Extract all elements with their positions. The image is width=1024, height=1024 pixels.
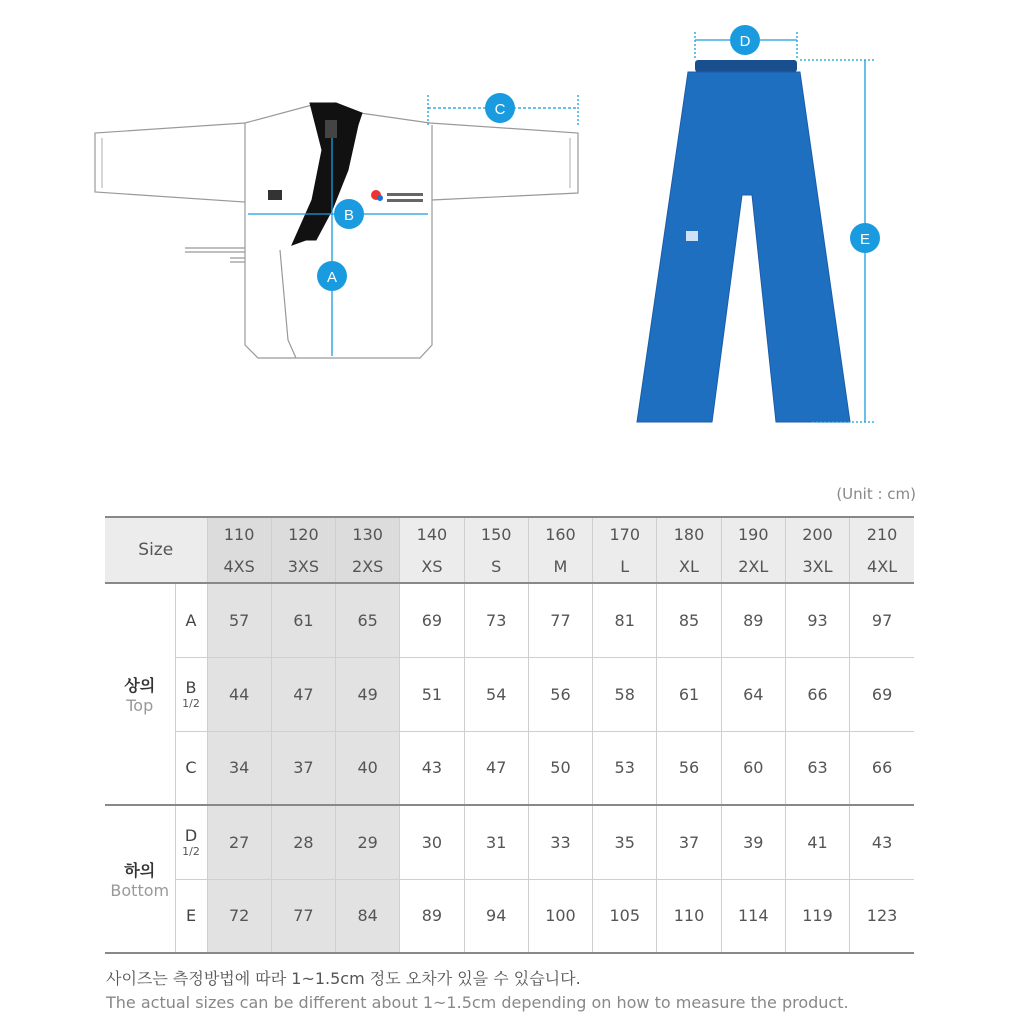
unit-label: (Unit : cm) (836, 485, 916, 503)
table-cell: 30 (400, 805, 464, 879)
svg-text:E: E (859, 231, 871, 248)
table-cell: 110 (657, 879, 721, 953)
table-cell: 37 (271, 731, 335, 805)
header-size-number: 150 (464, 517, 528, 550)
table-cell: 43 (850, 805, 914, 879)
header-size-number: 170 (593, 517, 657, 550)
table-row (105, 657, 914, 731)
table-cell: 114 (721, 879, 785, 953)
table-cell: 56 (657, 731, 721, 805)
table-cell: 39 (721, 805, 785, 879)
table-row (105, 731, 914, 805)
header-size-number: 130 (336, 517, 400, 550)
table-cell: 105 (593, 879, 657, 953)
table-cell: 34 (207, 731, 271, 805)
table-cell: 119 (785, 879, 849, 953)
group-top (105, 583, 175, 805)
header-size-number: 160 (528, 517, 592, 550)
svg-text:D: D (739, 33, 751, 50)
header-row-numbers (105, 517, 914, 550)
table-cell: 47 (271, 657, 335, 731)
table-cell: 77 (528, 583, 592, 657)
table-cell: 81 (593, 583, 657, 657)
table-cell: 97 (850, 583, 914, 657)
table-cell: 64 (721, 657, 785, 731)
header-size-number: 110 (207, 517, 271, 550)
table-cell: 69 (400, 583, 464, 657)
table-cell: 94 (464, 879, 528, 953)
svg-text:C: C (494, 101, 506, 118)
measurement-label (175, 805, 207, 879)
header-size-number: 120 (271, 517, 335, 550)
table-cell: 66 (785, 657, 849, 731)
header-size-number: 190 (721, 517, 785, 550)
header-size-number: 210 (850, 517, 914, 550)
table-cell: 29 (336, 805, 400, 879)
table-cell: 60 (721, 731, 785, 805)
table-cell: 33 (528, 805, 592, 879)
table-cell: 43 (400, 731, 464, 805)
marker-b (334, 199, 364, 229)
header-size-letter: 4XS (207, 550, 271, 583)
table-cell: 27 (207, 805, 271, 879)
measurement-letter: B (185, 678, 197, 697)
table-cell: 58 (593, 657, 657, 731)
table-cell: 93 (785, 583, 849, 657)
table-cell: 40 (336, 731, 400, 805)
group-label-ko: 하의 (124, 861, 156, 880)
measurement-label (175, 657, 207, 731)
table-cell: 49 (336, 657, 400, 731)
header-size-number: 200 (785, 517, 849, 550)
table-cell: 69 (850, 657, 914, 731)
table-cell: 84 (336, 879, 400, 953)
measurement-half-note: 1/2 (182, 697, 200, 710)
marker-d (730, 25, 760, 55)
header-size-number: 180 (657, 517, 721, 550)
measurement-half-note: 1/2 (182, 845, 200, 859)
svg-text:B: B (343, 207, 355, 224)
header-size-letter: 3XS (271, 550, 335, 583)
marker-c (485, 93, 515, 123)
marker-a (317, 261, 347, 291)
measurement-letter: A (185, 610, 197, 630)
pants-drawing (637, 60, 850, 422)
header-size-letter: 2XL (721, 550, 785, 583)
table-cell: 123 (850, 879, 914, 953)
table-cell: 73 (464, 583, 528, 657)
uniform-illustration (0, 0, 1024, 470)
table-cell: 65 (336, 583, 400, 657)
header-size-letter: XS (400, 550, 464, 583)
table-cell: 57 (207, 583, 271, 657)
group-label-en: Top (126, 696, 154, 715)
table-row (105, 879, 914, 953)
measurement-letter: E (185, 906, 197, 926)
header-size-letter: XL (657, 550, 721, 583)
table-cell: 61 (657, 657, 721, 731)
header-size-letter: L (593, 550, 657, 583)
table-cell: 54 (464, 657, 528, 731)
table-cell: 89 (400, 879, 464, 953)
table-cell: 53 (593, 731, 657, 805)
table-cell: 66 (850, 731, 914, 805)
group-bottom (105, 805, 175, 953)
table-cell: 77 (271, 879, 335, 953)
note-english: The actual sizes can be different about 1~1.5cm depending on how to measure the product. (106, 993, 849, 1012)
header-size-letter: M (528, 550, 592, 583)
collar-tag (325, 120, 337, 138)
measurement-letter: C (185, 758, 197, 778)
header-size-letter: 4XL (850, 550, 914, 583)
size-table (105, 516, 914, 954)
header-size-letter: S (464, 550, 528, 583)
table-cell: 37 (657, 805, 721, 879)
table-cell: 35 (593, 805, 657, 879)
group-label-ko: 상의 (124, 676, 156, 695)
header-row-letters (105, 550, 914, 583)
pants-logo-icon (686, 231, 698, 241)
brand-logo-icon (268, 190, 282, 200)
table-cell: 72 (207, 879, 271, 953)
group-label-en: Bottom (110, 881, 170, 900)
table-cell: 47 (464, 731, 528, 805)
header-size-letter: 3XL (785, 550, 849, 583)
header-size-number: 140 (400, 517, 464, 550)
table-cell: 85 (657, 583, 721, 657)
size-table-body (105, 517, 914, 953)
table-row (105, 583, 914, 657)
table-cell: 61 (271, 583, 335, 657)
svg-text:A: A (326, 269, 338, 286)
measurement-label (175, 731, 207, 805)
table-cell: 31 (464, 805, 528, 879)
table-cell: 51 (400, 657, 464, 731)
header-size-letter: 2XS (336, 550, 400, 583)
table-cell: 100 (528, 879, 592, 953)
table-cell: 28 (271, 805, 335, 879)
size-header: Size (105, 517, 207, 583)
table-cell: 41 (785, 805, 849, 879)
note-korean: 사이즈는 측정방법에 따라 1~1.5cm 정도 오차가 있을 수 있습니다. (106, 969, 581, 988)
measurement-label (175, 583, 207, 657)
measurement-label (175, 879, 207, 953)
marker-e (850, 223, 880, 253)
table-cell: 63 (785, 731, 849, 805)
table-cell: 44 (207, 657, 271, 731)
table-row (105, 805, 914, 879)
measurement-letter: D (184, 826, 198, 846)
table-cell: 89 (721, 583, 785, 657)
table-cell: 50 (528, 731, 592, 805)
table-cell: 56 (528, 657, 592, 731)
